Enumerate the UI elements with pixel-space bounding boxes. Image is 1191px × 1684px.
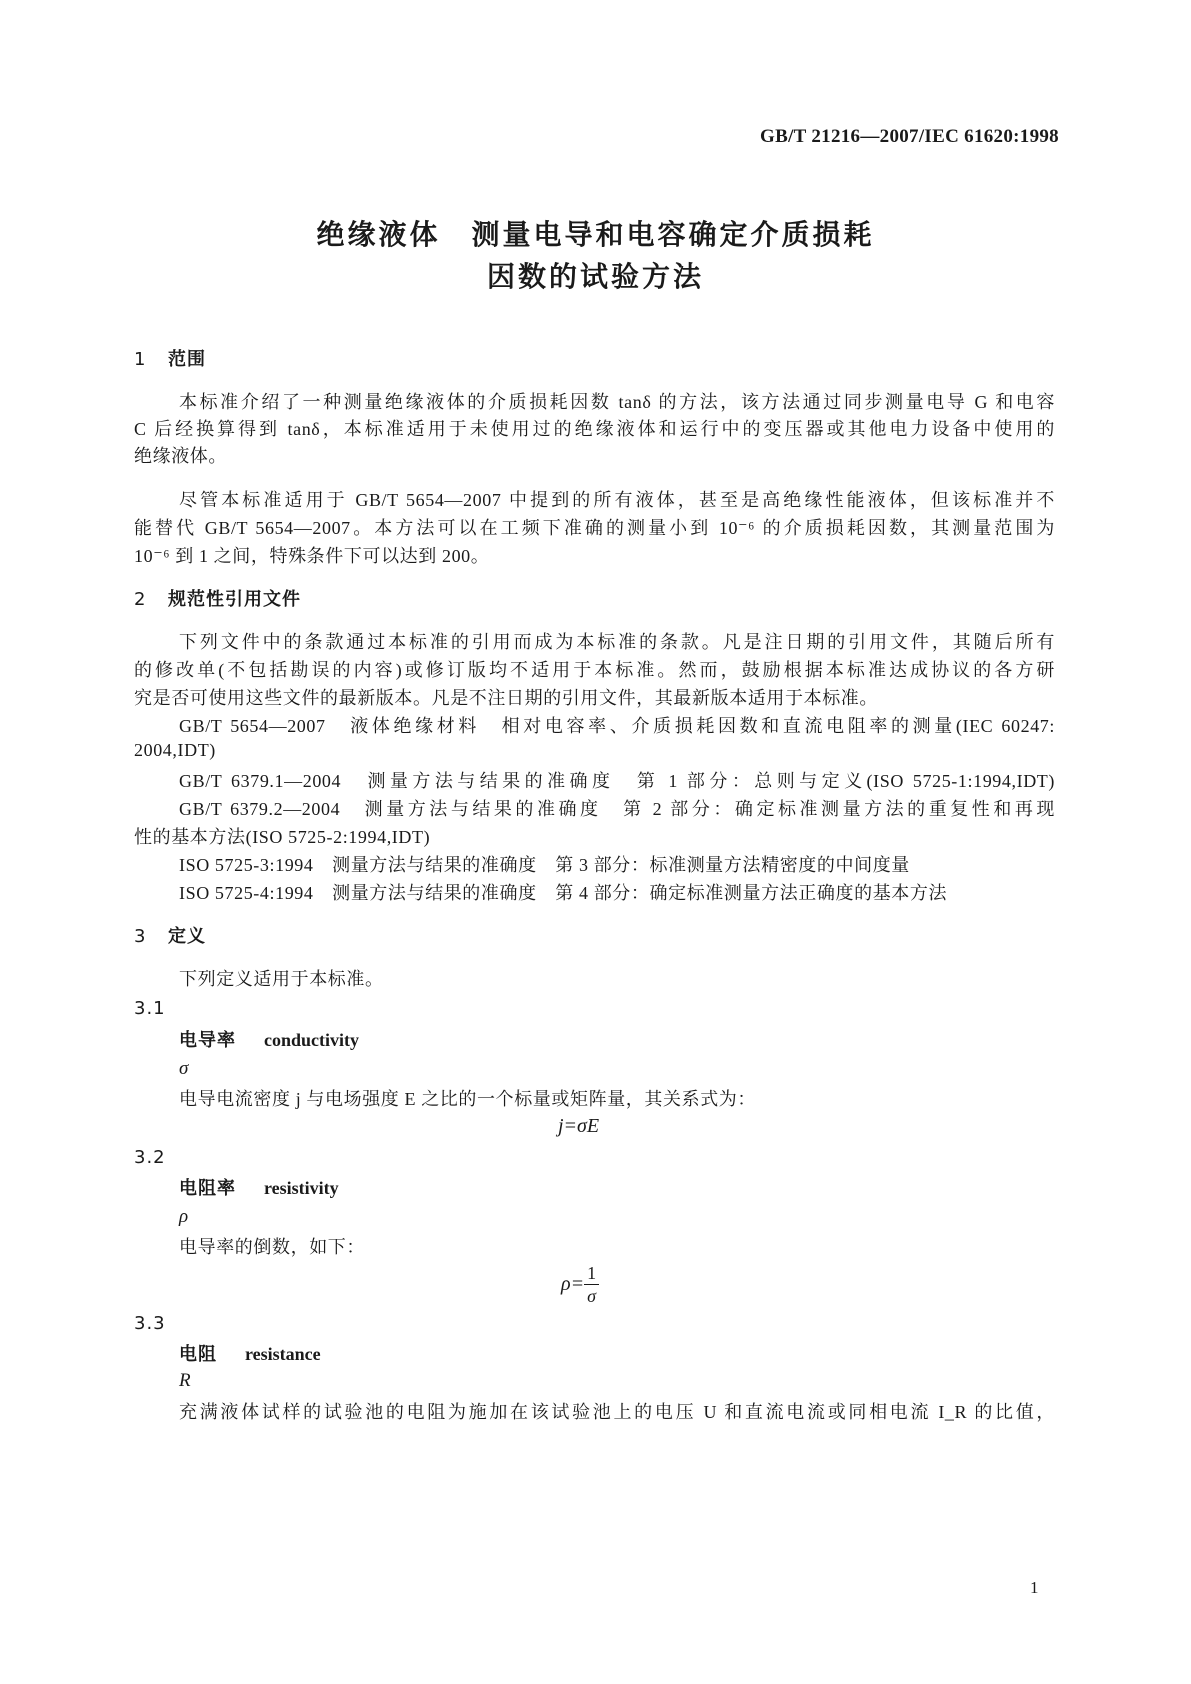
- definition-3-2-symbol: ρ: [179, 1206, 189, 1227]
- definition-3-1-number: 3.1: [134, 998, 166, 1019]
- definition-3-1-symbol: σ: [179, 1058, 189, 1079]
- section-2-title: 规范性引用文件: [168, 589, 301, 610]
- section-3-heading: [134, 922, 206, 948]
- definition-3-3-symbol: R: [179, 1370, 191, 1391]
- definition-3-3-term: [179, 1340, 321, 1366]
- definition-3-3-number: 3.3: [134, 1313, 166, 1334]
- definition-3-3-term-en: resistance: [245, 1344, 321, 1364]
- definition-3-1-term: [179, 1026, 359, 1052]
- definition-3-2-number: 3.2: [134, 1147, 166, 1168]
- section-1-line-2: C 后经换算得到 tanδ，本标准适用于未使用过的绝缘液体和运行中的变压器或其他电力设备中使用的: [134, 419, 1055, 439]
- definition-3-2-term-en: resistivity: [264, 1178, 339, 1198]
- definition-3-3-text: 充满液体试样的试验池的电阻为施加在该试验池上的电压 U 和直流电流或同相电流 I_R 的比值，: [179, 1402, 1055, 1422]
- section-3-intro: 下列定义适用于本标准。: [179, 969, 384, 989]
- section-2-line-3: 究是否可使用这些文件的最新版本。凡是不注日期的引用文件，其最新版本适用于本标准。: [134, 688, 878, 708]
- definition-3-1-text: 电导电流密度 j 与电场强度 E 之比的一个标量或矩阵量，其关系式为：: [179, 1089, 756, 1109]
- definition-3-1-term-en: conductivity: [264, 1030, 360, 1050]
- section-2-number: 2: [134, 589, 147, 610]
- section-1-line-3: 绝缘液体。: [134, 446, 227, 466]
- section-3-number: 3: [134, 926, 147, 947]
- document-title-line1: 绝缘液体 测量电导和电容确定介质损耗: [316, 218, 875, 251]
- section-3-title: 定义: [168, 926, 206, 947]
- section-2-line-1: 下列文件中的条款通过本标准的引用而成为本标准的条款。凡是注日期的引用文件，其随后所有: [179, 632, 1055, 652]
- reference-gbt5654-line-1: GB/T 5654—2007 液体绝缘材料 相对电容率、介质损耗因数和直流电阻率的测量(IEC 60247:: [179, 716, 1055, 736]
- definition-3-1-formula: j=σE: [558, 1115, 600, 1137]
- section-1-line-6: 10⁻⁶ 到 1 之间，特殊条件下可以达到 200。: [134, 546, 490, 566]
- definition-3-2-formula: [561, 1262, 599, 1307]
- section-1-line-1: 本标准介绍了一种测量绝缘液体的介质损耗因数 tanδ 的方法，该方法通过同步测量电导 G 和电容: [179, 392, 1055, 412]
- reference-gbt5654-line-2: 2004,IDT): [134, 740, 216, 760]
- definition-3-2-numerator: 1: [584, 1262, 599, 1285]
- section-1-title: 范围: [168, 349, 206, 370]
- section-2-line-2: 的修改单(不包括勘误的内容)或修订版均不适用于本标准。然而，鼓励根据本标准达成协议的各方研: [134, 660, 1055, 680]
- definition-3-2-formula-lhs: ρ=: [561, 1273, 585, 1295]
- section-2-heading: [134, 585, 301, 611]
- reference-iso5725-4: ISO 5725-4:1994 测量方法与结果的准确度 第 4 部分：确定标准测量方法正确度的基本方法: [179, 883, 948, 903]
- page-number: 1: [1030, 1578, 1039, 1597]
- reference-iso5725-3: ISO 5725-3:1994 测量方法与结果的准确度 第 3 部分：标准测量方法精密度的中间度量: [179, 855, 910, 875]
- section-1-number: 1: [134, 349, 147, 370]
- definition-3-2-term-cn: 电阻率: [179, 1178, 236, 1199]
- reference-gbt6379-1: GB/T 6379.1—2004 测量方法与结果的准确度 第 1 部分：总则与定义(ISO 5725-1:1994,IDT): [179, 771, 1055, 791]
- section-1-line-4: 尽管本标准适用于 GB/T 5654—2007 中提到的所有液体，甚至是高绝缘性能液体，但该标准并不: [179, 490, 1055, 510]
- definition-3-3-term-cn: 电阻: [179, 1344, 217, 1365]
- section-1-heading: [134, 345, 206, 371]
- definition-3-2-text: 电导率的倒数，如下：: [179, 1237, 365, 1257]
- document-title-line2: 因数的试验方法: [486, 260, 704, 293]
- standard-code-header: GB/T 21216—2007/IEC 61620:1998: [760, 126, 1059, 147]
- section-1-line-5: 能替代 GB/T 5654—2007。本方法可以在工频下准确的测量小到 10⁻⁶ 的介质损耗因数，其测量范围为: [134, 518, 1055, 538]
- definition-3-2-term: [179, 1174, 339, 1200]
- reference-gbt6379-2-line-2: 性的基本方法(ISO 5725-2:1994,IDT): [134, 827, 431, 847]
- definition-3-1-term-cn: 电导率: [179, 1030, 236, 1051]
- definition-3-2-denominator: σ: [587, 1286, 597, 1306]
- reference-gbt6379-2-line-1: GB/T 6379.2—2004 测量方法与结果的准确度 第 2 部分：确定标准测量方法的重复性和再现: [179, 799, 1055, 819]
- definition-3-2-fraction: [584, 1262, 599, 1307]
